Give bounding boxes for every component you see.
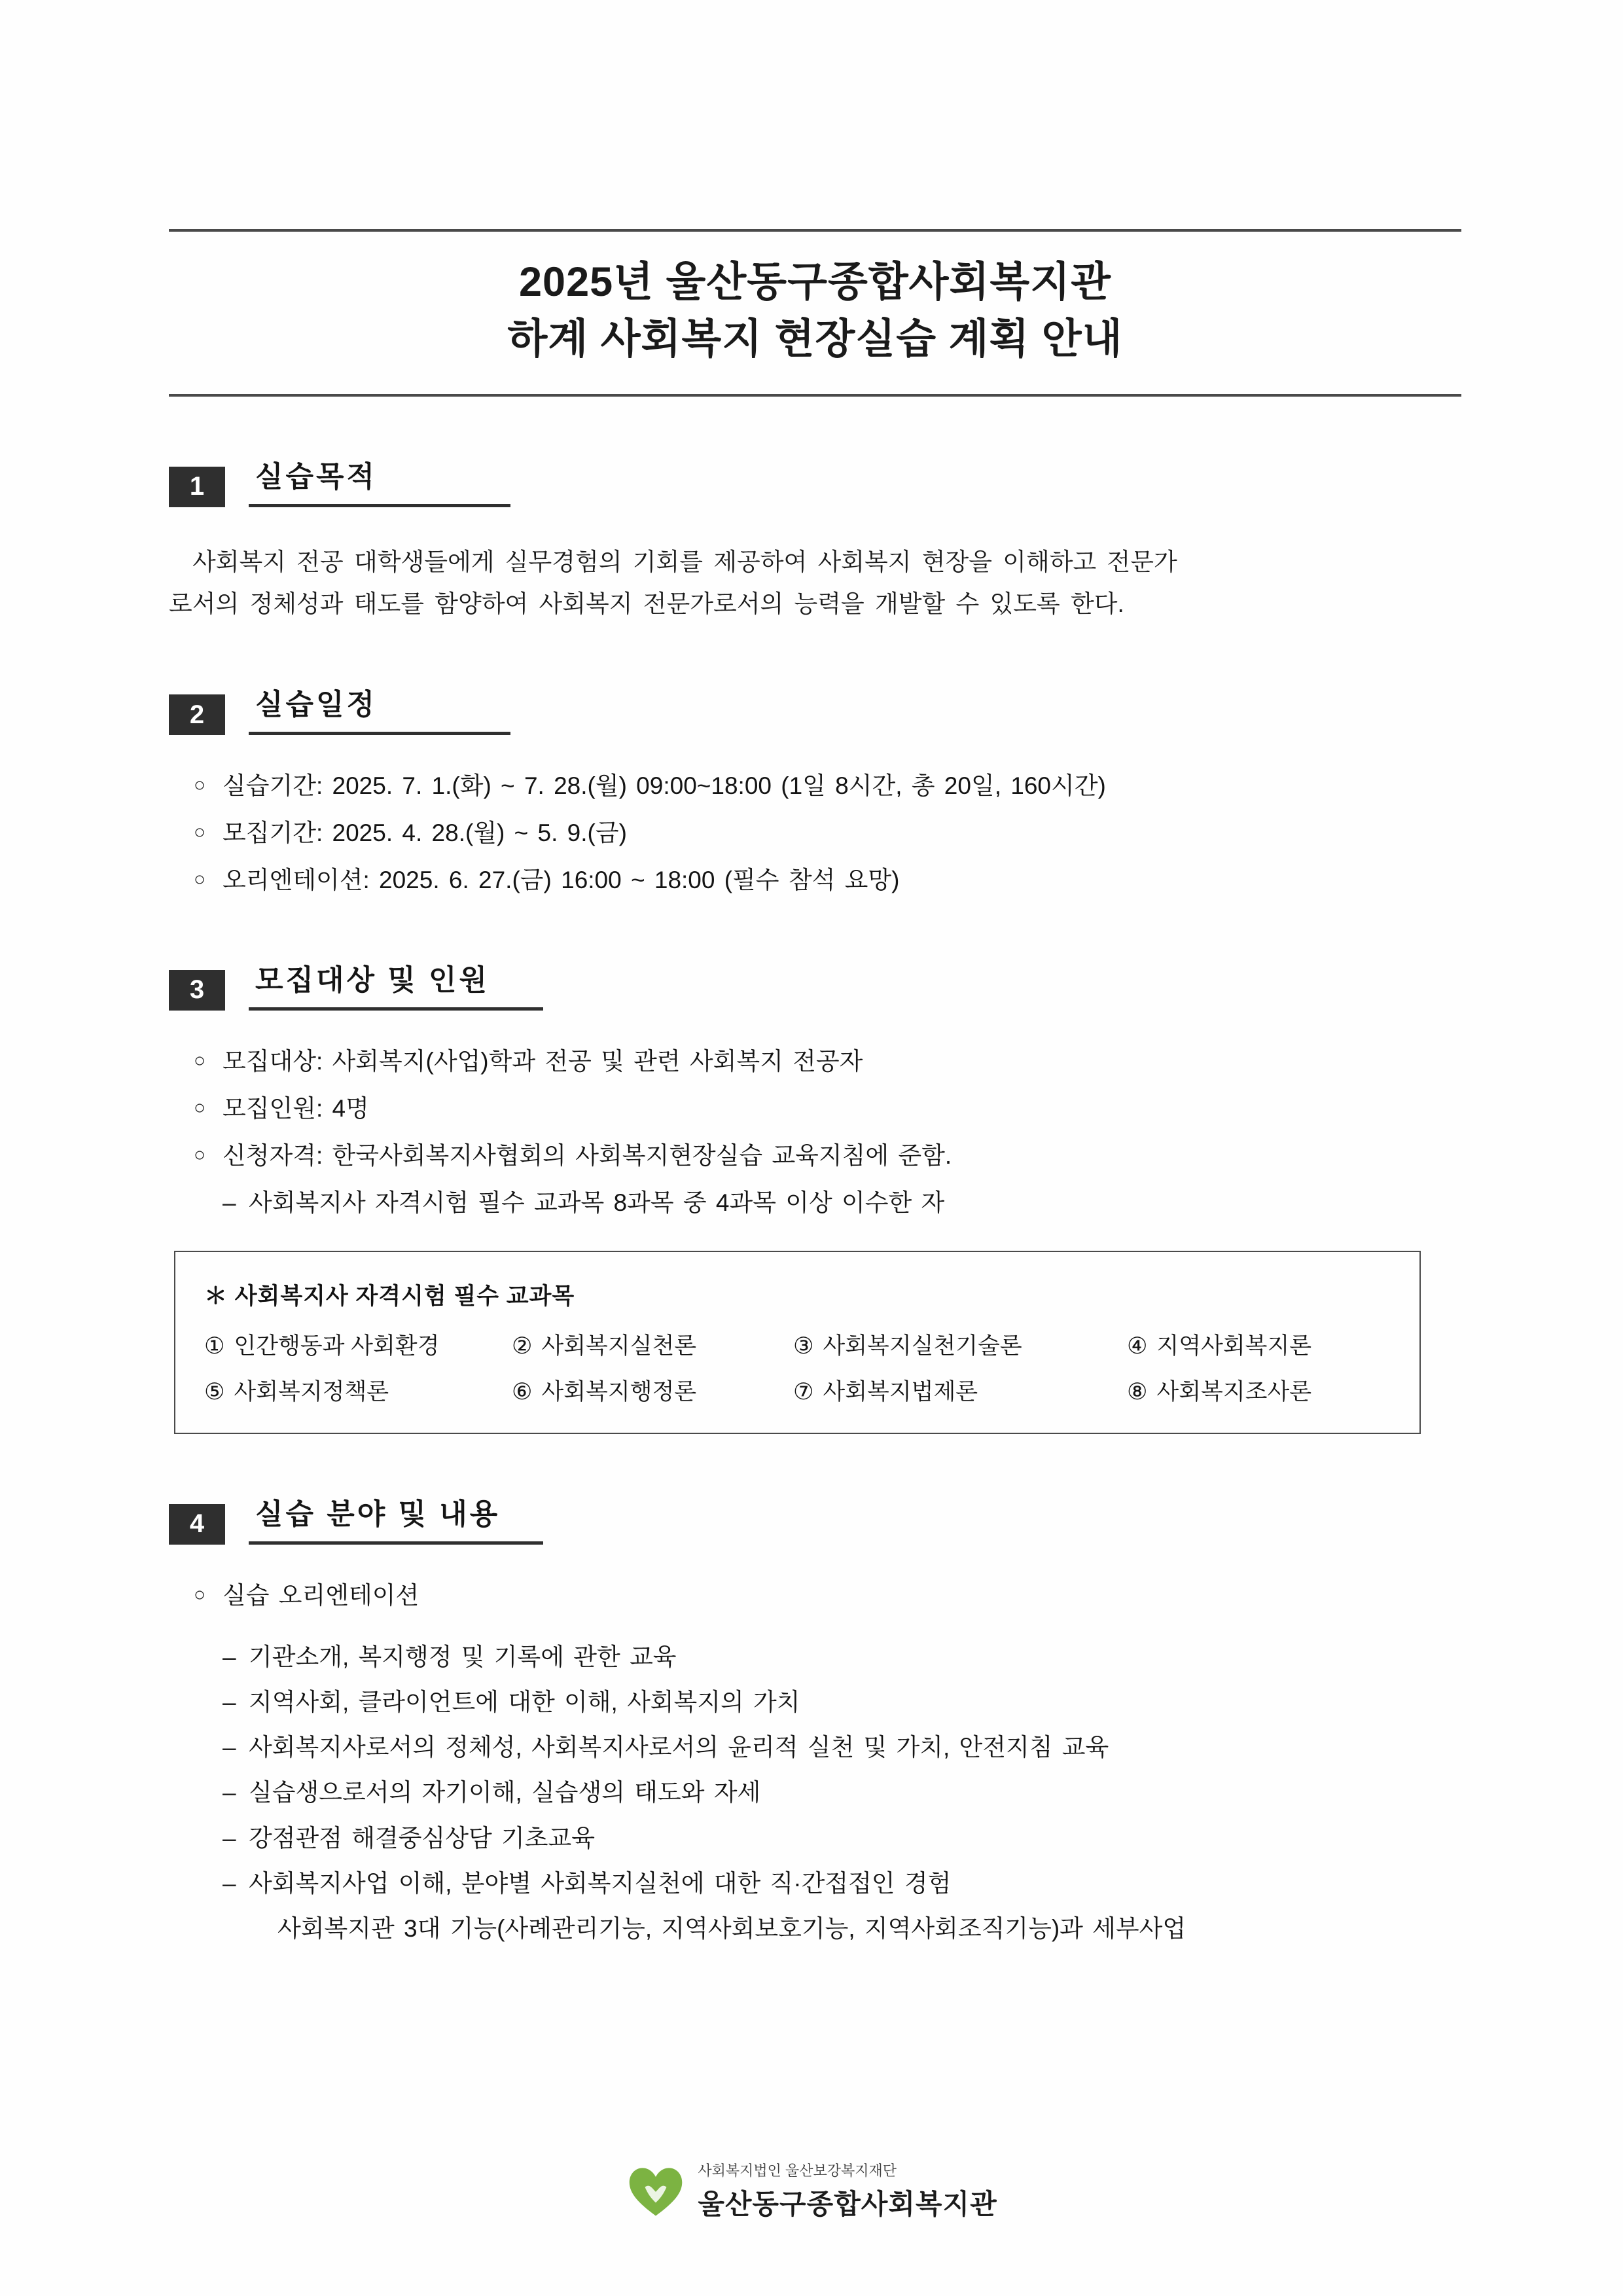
section-2-title: 실습일정 (255, 689, 378, 721)
sub-list-item-text: 지역사회, 클라이언트에 대한 이해, 사회복지의 가치 (249, 1689, 800, 1716)
sub-list-item-text: 기관소개, 복지행정 및 기록에 관한 교육 (249, 1643, 677, 1670)
subject-name: 사회복지정책론 (234, 1378, 389, 1405)
sub-list-item-text: 사회복지사업 이해, 분야별 사회복지실천에 대한 직·간접접인 경험 (249, 1869, 952, 1897)
section-4-title-underline (249, 1490, 543, 1545)
section-3-title-underline (249, 956, 543, 1011)
subject-name: 사회복지실천기술론 (823, 1333, 1022, 1359)
section-1-paragraph-line2: 로서의 정체성과 태도를 함양하여 사회복지 전문가로서의 능력을 개발할 수 있도록 한다. (169, 590, 1124, 617)
subject-number: ⑧ (1127, 1378, 1148, 1405)
section-4-title: 실습 분야 및 내용 (255, 1498, 501, 1530)
required-subjects-box (174, 1251, 1421, 1434)
subject-item (793, 1374, 1127, 1407)
list-item (194, 814, 1461, 853)
page-title-line1: 2025년 울산동구종합사회복지관 (519, 259, 1111, 305)
subject-name: 사회복지행정론 (541, 1378, 697, 1405)
sub-list-item (194, 1683, 1461, 1721)
list-item (194, 1042, 1461, 1081)
subject-number: ④ (1127, 1333, 1148, 1359)
required-subjects-grid (204, 1328, 1391, 1407)
dash-bullet-icon: – (223, 1643, 236, 1670)
list-item-text: 모집대상: 사회복지(사업)학과 전공 및 관련 사회복지 전공자 (223, 1047, 863, 1075)
section-1-heading (169, 453, 1461, 507)
list-item-text: 오리엔테이션: 2025. 6. 27.(금) 16:00 ~ 18:00 (필수 참석 요망) (223, 867, 900, 893)
section-3 (169, 956, 1461, 1434)
sub-list-item (194, 1773, 1461, 1812)
circle-bullet-icon: ○ (194, 1583, 206, 1605)
subject-number: ③ (793, 1333, 814, 1359)
dash-bullet-icon: – (223, 1824, 236, 1852)
list-item (194, 1136, 1461, 1175)
dash-bullet-icon: – (223, 1779, 236, 1806)
circle-bullet-icon: ○ (194, 869, 206, 890)
list-item-text: 모집인원: 4명 (223, 1094, 369, 1122)
circle-bullet-icon: ○ (194, 821, 206, 844)
section-4-list (169, 1576, 1461, 1948)
subject-number: ⑤ (204, 1378, 225, 1405)
subject-name: 사회복지조사론 (1156, 1378, 1312, 1405)
sub-list-item (194, 1183, 1461, 1222)
list-item (194, 1576, 1461, 1615)
section-1-paragraph (169, 541, 1461, 624)
subject-item (204, 1374, 512, 1407)
subject-name: 사회복지법제론 (823, 1378, 978, 1405)
dash-bullet-icon: – (223, 1189, 236, 1216)
subject-number: ② (512, 1333, 533, 1359)
section-3-list (169, 1042, 1461, 1222)
subject-name: 인간행동과 사회환경 (234, 1333, 440, 1359)
sub-list-item-text: 실습생으로서의 자기이해, 실습생의 태도와 자세 (249, 1779, 761, 1806)
sub-list-item (194, 1864, 1461, 1903)
subject-item (512, 1328, 793, 1361)
dash-bullet-icon: – (223, 1734, 236, 1761)
section-3-number: 3 (169, 970, 225, 1011)
footer-logo-text (698, 2160, 997, 2222)
sub-list-item (194, 1819, 1461, 1857)
section-2 (169, 681, 1461, 900)
document-title-block (169, 229, 1461, 397)
subject-item (1127, 1374, 1402, 1407)
section-1-number: 1 (169, 467, 225, 507)
sub-list-item-text: 사회복지사로서의 정체성, 사회복지사로서의 윤리적 실천 및 가치, 안전지침 교육 (249, 1734, 1109, 1761)
circle-bullet-icon: ○ (194, 1143, 206, 1166)
subject-number: ⑦ (793, 1378, 814, 1405)
subject-name: 지역사회복지론 (1156, 1333, 1312, 1359)
required-subjects-heading: ＊ 사회복지사 자격시험 필수 교과목 (204, 1283, 575, 1309)
section-2-title-underline (249, 681, 510, 735)
list-item-text: 모집기간: 2025. 4. 28.(월) ~ 5. 9.(금) (223, 819, 627, 847)
section-2-number: 2 (169, 694, 225, 735)
sub-list-item (194, 1638, 1461, 1676)
document-content (169, 229, 1461, 1948)
circle-bullet-icon: ○ (194, 1096, 206, 1119)
section-3-title: 모집대상 및 인원 (255, 963, 490, 996)
sub-list-continuation: 사회복지관 3대 기능(사례관리기능, 지역사회보호기능, 지역사회조직기능)과 세부사업 (277, 1915, 1186, 1942)
circle-bullet-icon: ○ (194, 774, 206, 797)
footer-organization-name: 울산동구종합사회복지관 (698, 2189, 997, 2219)
section-1 (169, 453, 1461, 624)
sub-list-item-text: 사회복지사 자격시험 필수 교과목 8과목 중 4과목 이상 이수한 자 (249, 1189, 945, 1216)
list-item-text: 실습기간: 2025. 7. 1.(화) ~ 7. 28.(월) 09:00~18:00 (1일 8시간, 총 20일, 160시간) (223, 772, 1106, 800)
section-1-title: 실습목적 (255, 460, 378, 493)
section-4-heading (169, 1490, 1461, 1545)
subject-number: ① (204, 1333, 225, 1359)
section-1-title-underline (249, 453, 510, 507)
section-1-paragraph-line1: 사회복지 전공 대학생들에게 실무경험의 기회를 제공하여 사회복지 현장을 이해하고 전문가 (192, 548, 1177, 575)
footer-corporation-name: 사회복지법인 울산보강복지재단 (698, 2162, 897, 2179)
subject-name: 사회복지실천론 (541, 1333, 697, 1359)
sub-list-item-text: 강점관점 해결중심상담 기초교육 (249, 1824, 595, 1852)
heart-hands-logo-icon (626, 2163, 686, 2219)
section-2-list (169, 766, 1461, 900)
footer-logo (0, 2160, 1623, 2222)
list-item-text: 실습 오리엔테이션 (223, 1581, 419, 1609)
list-item (194, 1089, 1461, 1128)
section-3-heading (169, 956, 1461, 1011)
subject-item (793, 1328, 1127, 1361)
list-item (194, 766, 1461, 806)
sub-list-item (194, 1728, 1461, 1767)
section-2-heading (169, 681, 1461, 735)
list-item-text: 신청자격: 한국사회복지사협회의 사회복지현장실습 교육지침에 준함. (223, 1141, 952, 1169)
subject-item (512, 1374, 793, 1407)
dash-bullet-icon: – (223, 1689, 236, 1716)
section-4-number: 4 (169, 1504, 225, 1545)
subject-item (1127, 1328, 1402, 1361)
subject-item (204, 1328, 512, 1361)
page-title-line2: 하계 사회복지 현장실습 계획 안내 (507, 315, 1123, 362)
subject-number: ⑥ (512, 1378, 533, 1405)
circle-bullet-icon: ○ (194, 1049, 206, 1071)
dash-bullet-icon: – (223, 1869, 236, 1897)
section-4 (169, 1490, 1461, 1948)
list-item (194, 861, 1461, 900)
